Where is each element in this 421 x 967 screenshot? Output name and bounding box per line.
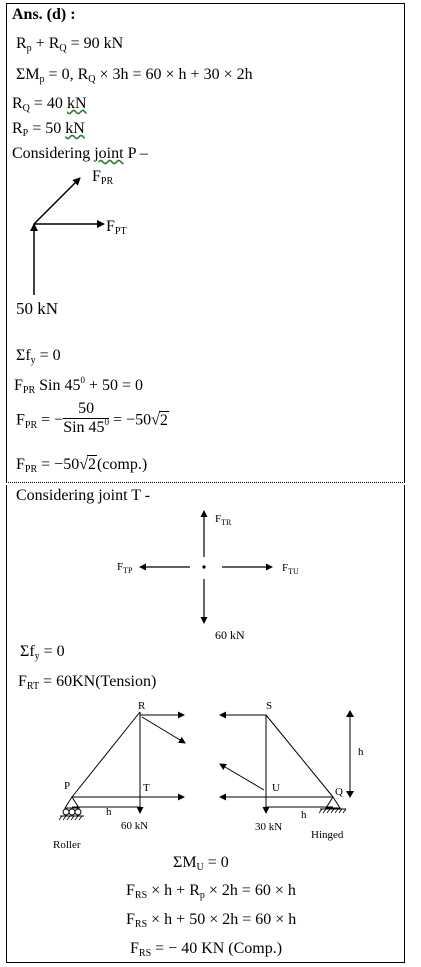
- truss-label-t: T: [143, 782, 150, 794]
- truss-label-h-vertical: h: [358, 746, 364, 758]
- equation-frs-3: FRS = − 40 KN (Comp.): [130, 940, 283, 959]
- truss-label-h-right: h: [301, 809, 307, 821]
- truss-label-r: R: [138, 700, 146, 712]
- equation-rp: RP = 50 kN: [12, 120, 85, 139]
- truss-support-roller: Roller: [53, 839, 81, 851]
- joint-p-diagram: [20, 165, 150, 300]
- label-ftp: $F_{TP}$: [117, 561, 133, 575]
- equation-moment-u: ΣMU = 0: [173, 854, 229, 873]
- dotted-divider: [6, 482, 405, 483]
- truss-support-hinged: Hinged: [311, 829, 344, 841]
- label-load-t: 60 kN: [215, 628, 245, 642]
- truss-label-h-left: h: [106, 806, 112, 818]
- equation-reaction-sum: Rp + RQ = 90 kN: [16, 35, 124, 54]
- roller-support: [65, 797, 79, 808]
- arrow-fur: [220, 764, 264, 790]
- equation-fpr-sin: FPR Sin $45^0 + 50 = 0$: [14, 375, 144, 396]
- label-fpr: FPR: [92, 168, 114, 187]
- answer-label: Ans. (d) :: [12, 6, 76, 23]
- dim-h-vertical-bottom: [346, 791, 354, 798]
- truss-label-u: U: [272, 782, 280, 794]
- joint-t-diagram: [110, 505, 310, 630]
- label-fpt: FPT: [106, 218, 127, 237]
- force-fpr-arrow: [34, 178, 80, 224]
- roller-wheel-2: [69, 809, 75, 815]
- dim-h-vertical-top: [346, 710, 354, 717]
- joint-t-heading: Considering joint T -: [16, 487, 151, 504]
- equation-fpr-value: FPR = − $\frac{50}{Sin 45^0}$ = −50√2: [16, 400, 168, 436]
- member-pr: [72, 712, 140, 797]
- equation-frt: FRT = 60KN(Tension): [18, 673, 157, 692]
- equation-moment-p: ΣMp = 0, RQ × 3h = 60 × h + 30 × 2h: [16, 66, 253, 85]
- roller-wheel-1: [63, 809, 69, 815]
- arrow-fru: [142, 717, 185, 743]
- label-load-p: 50 kN: [16, 299, 59, 318]
- label-ftr: $F_{TR}$: [215, 513, 232, 527]
- joint-p-heading: Considering joint P –: [12, 145, 148, 162]
- truss-label-q: Q: [335, 786, 343, 798]
- equation-sum-fy-2: Σfy = 0: [20, 643, 65, 662]
- hinge-hatch: [319, 809, 346, 813]
- truss-label-s: S: [266, 700, 273, 712]
- roller-wheel-3: [75, 809, 81, 815]
- joint-t-point: [202, 565, 205, 568]
- equation-frs-2: FRS × h + 50 × 2h = 60 × h: [126, 911, 297, 930]
- equation-rq: RQ = 40 kN: [12, 95, 87, 114]
- truss-label-p: P: [64, 780, 71, 792]
- truss-load-u: 30 kN: [255, 821, 283, 833]
- roller-hatch: [59, 816, 82, 820]
- equation-sum-fy-1: Σfy = 0: [16, 347, 61, 366]
- equation-fpr-comp: FPR = −50√2(comp.): [16, 456, 148, 475]
- truss-load-t: 60 kN: [121, 820, 149, 832]
- equation-frs-1: FRS × h + Rp × 2h = 60 × h: [126, 882, 296, 901]
- label-ftu: $F_{TU}$: [282, 562, 299, 576]
